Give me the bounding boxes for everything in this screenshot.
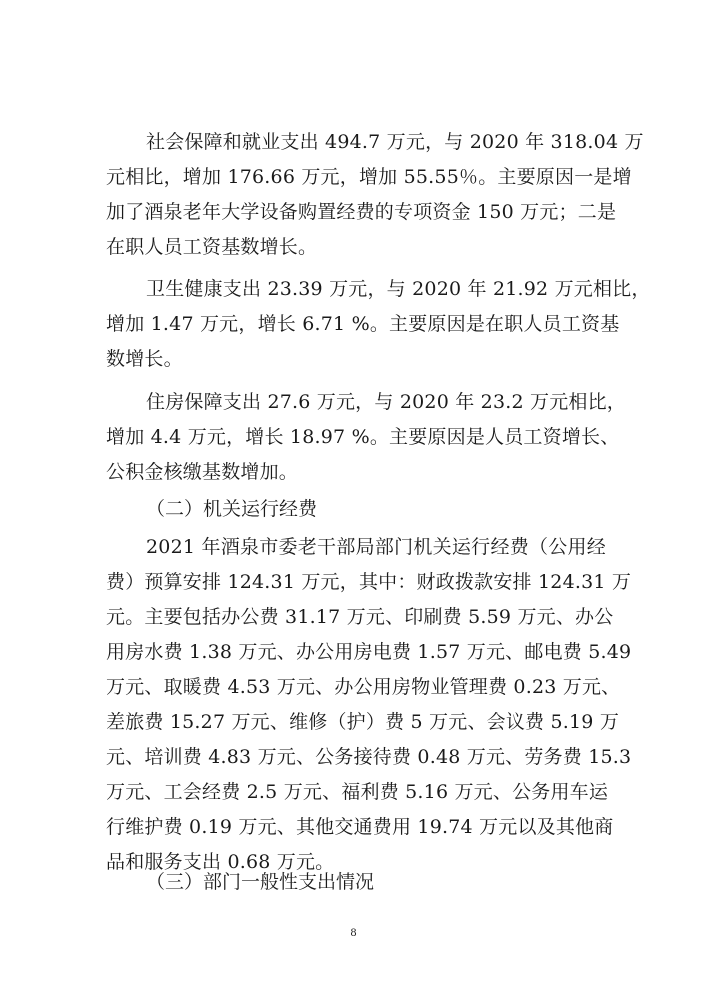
section-heading-2: （二）机关运行经费 bbox=[146, 498, 318, 520]
page-number: 8 bbox=[350, 925, 357, 939]
text-line: 差旅费 15.27 万元、维修（护）费 5 万元、会议费 5.19 万 bbox=[106, 711, 620, 733]
text-line: 费）预算安排 124.31 万元，其中：财政拨款安排 124.31 万 bbox=[106, 571, 632, 593]
text-line: 万元、取暖费 4.53 万元、办公用房物业管理费 0.23 万元、 bbox=[106, 676, 621, 698]
text-line: 住房保障支出 27.6 万元，与 2020 年 23.2 万元相比， bbox=[146, 391, 627, 413]
text-line: 卫生健康支出 23.39 万元，与 2020 年 21.92 万元相比， bbox=[146, 278, 651, 300]
text-line: 在职人员工资基数增长。 bbox=[106, 236, 318, 258]
text-line: 公积金核缴基数增加。 bbox=[106, 461, 299, 483]
text-line: 品和服务支出 0.68 万元。 bbox=[106, 851, 335, 873]
text-line: 社会保障和就业支出 494.7 万元，与 2020 年 318.04 万 bbox=[146, 131, 644, 153]
text-line: 增加 4.4 万元，增长 18.97 %。主要原因是人员工资增长、 bbox=[106, 426, 620, 448]
text-line: 行维护费 0.19 万元、其他交通费用 19.74 万元以及其他商 bbox=[106, 816, 614, 838]
text-line: 2021 年酒泉市委老干部局部门机关运行经费（公用经 bbox=[146, 536, 606, 558]
text-line: 元。主要包括办公费 31.17 万元、印刷费 5.59 万元、办公 bbox=[106, 606, 614, 628]
text-line: 万元、工会经费 2.5 万元、福利费 5.16 万元、公务用车运 bbox=[106, 781, 609, 803]
text-line: 用房水费 1.38 万元、办公用房电费 1.57 万元、邮电费 5.49 bbox=[106, 641, 632, 663]
text-line: 数增长。 bbox=[106, 348, 183, 370]
text-line: 增加 1.47 万元，增长 6.71 %。主要原因是在职人员工资基 bbox=[106, 313, 620, 335]
text-line: 元、培训费 4.83 万元、公务接待费 0.48 万元、劳务费 15.3 bbox=[106, 746, 632, 768]
text-line: 加了酒泉老年大学设备购置经费的专项资金 150 万元；二是 bbox=[106, 201, 617, 223]
section-heading-3: （三）部门一般性支出情况 bbox=[146, 871, 375, 893]
text-line: 元相比，增加 176.66 万元，增加 55.55％。主要原因一是增 bbox=[106, 166, 632, 188]
